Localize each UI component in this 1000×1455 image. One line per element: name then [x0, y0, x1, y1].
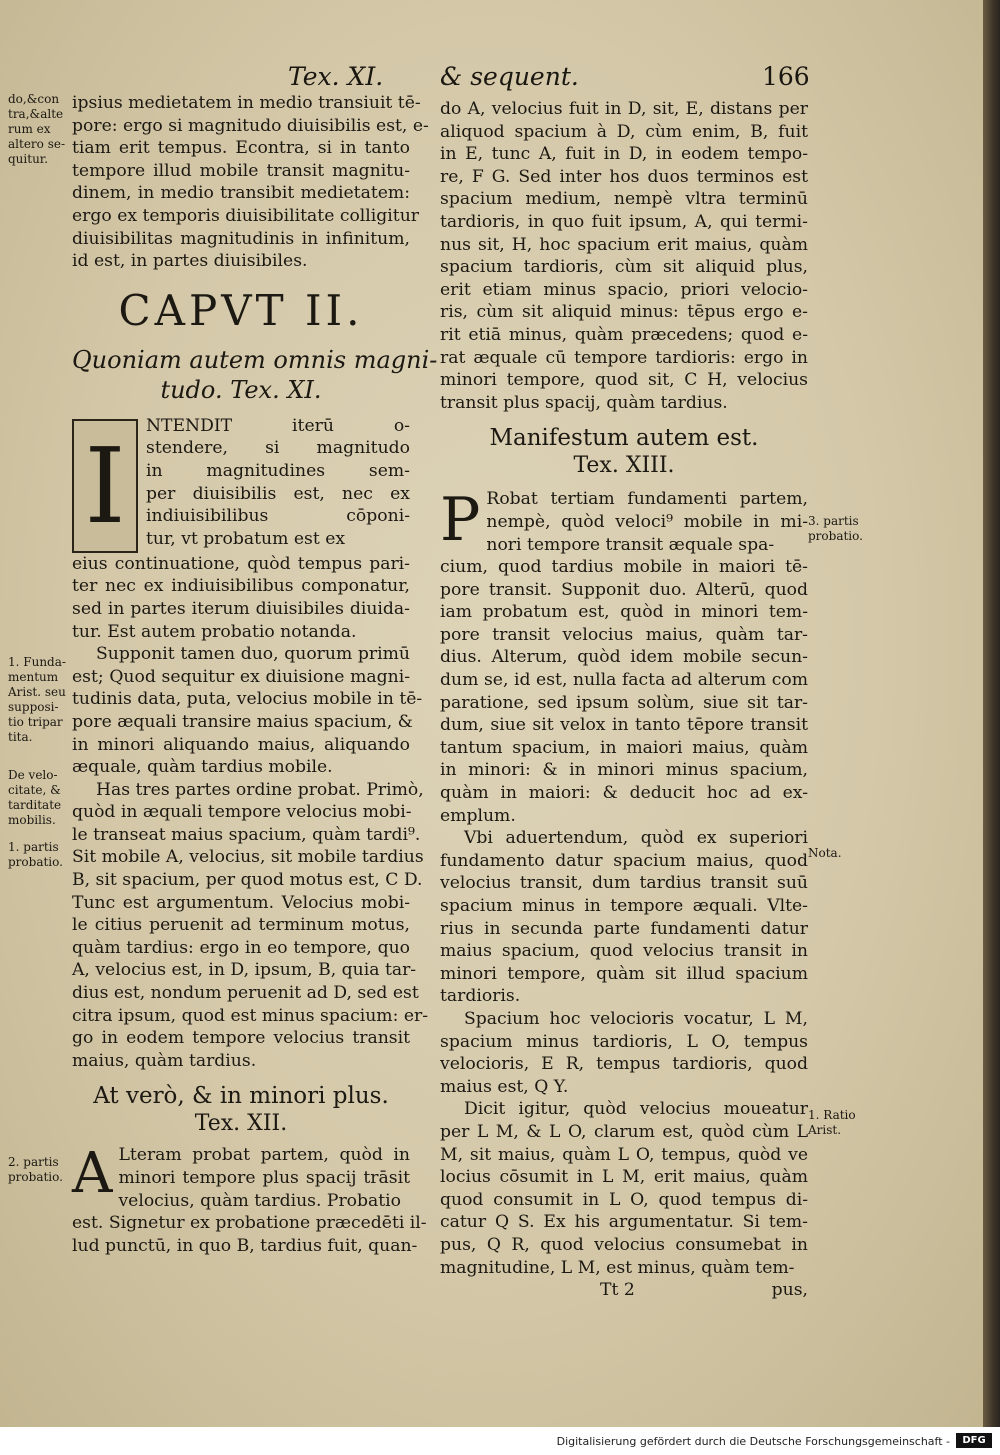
text-line: velocius transit, dum tardius transit suū	[440, 873, 808, 894]
text-line: minori tempore, quàm sit illud spacium	[440, 963, 808, 984]
margin-note-line: do,&con	[8, 92, 60, 106]
margin-note-line: 3. partis	[808, 514, 859, 528]
margin-note	[808, 1108, 888, 1138]
text-line: Vbi aduertendum, quòd ex superiori	[464, 828, 808, 849]
right-column	[440, 98, 808, 1303]
margin-note	[808, 514, 888, 544]
margin-note-line: citate, &	[8, 783, 61, 797]
text-line: tiam erit tempus. Econtra, si in tanto	[72, 138, 410, 159]
text-line: NTENDIT iterū o-	[146, 415, 410, 436]
text-line: eius continuatione, quòd tempus pari-	[72, 553, 410, 574]
text-line: spacium medium, nempè vltra terminū	[440, 189, 808, 210]
margin-note-line: probatio.	[8, 1170, 63, 1184]
text-line: locius cōsumit in L M, erit maius, quàm	[440, 1167, 808, 1188]
text-line: A, velocius est, in D, ipsum, B, quia tar-	[72, 960, 417, 981]
section-heading: At verò, & in minori plus.	[93, 1083, 389, 1110]
text-line: maius spacium, quod velocius transit in	[440, 941, 808, 962]
text-line: tantum spacium, in maiori maius, quàm	[440, 737, 808, 758]
margin-note-line: tra,&alte	[8, 107, 64, 121]
margin-note-line: tita.	[8, 730, 33, 744]
text-line: paratione, sed ipsum solùm, siue sit tar-	[440, 692, 808, 713]
catchword: pus,	[771, 1280, 808, 1301]
running-head-left: Tex. XI.	[288, 62, 384, 91]
text-line: pore: ergo si magnitudo diuisibilis est, e-	[72, 115, 429, 136]
footer-bar	[0, 1427, 1000, 1455]
text-line: le citius peruenit ad terminum motus,	[72, 915, 410, 936]
text-line: stendere, si magnitudo	[146, 438, 410, 459]
page-edge	[983, 0, 1000, 1427]
text-line: rius in secunda parte fundamenti datur	[440, 918, 808, 939]
text-line: tudinis data, puta, velocius mobile in tē-	[72, 689, 423, 710]
text-line: velocioris, E R, tempus tardioris, quod	[440, 1054, 808, 1075]
text-line: tardioris.	[440, 986, 521, 1007]
text-line: velocius, quàm tardius. Probatio	[118, 1190, 402, 1211]
text-line: aliquod spacium à D, cùm enim, B, fuit	[440, 121, 808, 142]
text-line: Spacium hoc velocioris vocatur, L M,	[464, 1008, 808, 1029]
text-line: spacium minus tardioris, L O, tempus	[440, 1031, 808, 1052]
text-line: erit etiam minus spacio, priori velocio-	[440, 279, 808, 300]
text-line: go in eodem tempore velocius transit	[72, 1028, 410, 1049]
text-line: re, F G. Sed inter hos duos terminos est	[440, 166, 808, 187]
text-line: rit etiā minus, quàm præcedens; quod e-	[440, 324, 808, 345]
text-line: rat æquale cū tempore tardioris: ergo in	[440, 347, 808, 368]
text-line: in minori: & in minori minus spacium,	[440, 760, 808, 781]
text-line: minori tempore, quod sit, C H, velocius	[440, 370, 808, 391]
text-line: maius est, Q Y.	[440, 1076, 569, 1097]
section-heading: tudo. Tex. XI.	[160, 375, 322, 404]
text-line: diuisibilitas magnitudinis in infinitum,	[72, 228, 410, 249]
text-line: nus sit, H, hoc spacium erit maius, quàm	[440, 234, 808, 255]
text-line: spacium minus in tempore æquali. Vlte-	[440, 896, 808, 916]
text-line: le transeat maius spacium, quàm tardi⁹.	[72, 824, 421, 845]
margin-note	[8, 768, 68, 828]
text-line: quòd in æquali tempore velocius mobi-	[72, 802, 412, 823]
text-line: per diuisibilis est, nec ex	[146, 483, 410, 504]
text-line: sed in partes iterum diuisibiles diuida-	[72, 598, 410, 619]
text-line: Supponit tamen duo, quorum primū	[96, 644, 410, 665]
paragraph	[72, 643, 423, 779]
text-line: dius est, nondum peruenit ad D, sed est	[72, 983, 419, 1004]
text-line: id est, in partes diuisibiles.	[72, 251, 308, 272]
margin-note-line: probatio.	[808, 529, 863, 543]
text-line: M, sit maius, quàm L O, tempus, quòd ve	[440, 1144, 808, 1165]
text-line: æquale, quàm tardius mobile.	[72, 757, 333, 778]
margin-note-line: De velo-	[8, 768, 58, 782]
text-line: nempè, quòd veloci⁹ mobile in mi-	[486, 511, 808, 532]
text-line: emplum.	[440, 805, 516, 826]
margin-note-line: 1. Ratio	[808, 1108, 856, 1122]
left-column	[72, 92, 438, 1257]
text-line: nori tempore transit æquale spa-	[486, 534, 775, 555]
paragraph	[440, 98, 808, 414]
paragraph	[72, 92, 429, 273]
text-line: catur Q S. Ex his argumentatur. Si tem-	[440, 1212, 808, 1233]
footer-credit: Digitalisierung gefördert durch die Deutsche Forschungsgemeinschaft -	[556, 1435, 950, 1448]
text-line: quàm tardius: ergo in eo tempore, quo	[72, 937, 410, 958]
margin-note	[8, 92, 68, 167]
paragraph	[72, 415, 410, 643]
section-heading: Tex. XII.	[194, 1111, 288, 1137]
margin-note-line: rum ex	[8, 122, 51, 136]
margin-note	[8, 655, 68, 745]
text-line: per L M, & L O, clarum est, quòd cùm L	[440, 1121, 808, 1142]
paragraph	[440, 1098, 808, 1279]
section-heading: Tex. XIII.	[573, 453, 675, 479]
text-line: in E, tunc A, fuit in D, in eodem tempo-	[440, 144, 808, 165]
text-line: fundamento datur spacium maius, quod	[440, 850, 808, 871]
text-line: citra ipsum, quod est minus spacium: er-	[72, 1005, 429, 1026]
text-line: in magnitudines sem-	[146, 460, 410, 481]
text-line: dum se, id est, nulla facta ad alterum com	[440, 670, 808, 691]
chapter-heading: CAPVT II.	[118, 285, 364, 335]
margin-note-line: mobilis.	[8, 813, 56, 827]
text-line: ergo ex temporis diuisibilitate colligitur	[72, 205, 419, 226]
text-line: minori tempore plus spacij trāsit	[118, 1168, 410, 1188]
margin-note-line: tio tripar	[8, 715, 63, 729]
margin-note-line: Arist. seu	[8, 685, 66, 699]
text-line: cium, quod tardius mobile in maiori tē-	[440, 557, 808, 578]
margin-note-line: tarditate	[8, 798, 62, 812]
text-line: pore æquali transire maius spacium, &	[72, 711, 413, 732]
paragraph	[72, 1141, 427, 1257]
text-line: spacium tardioris, cùm sit aliquid plus,	[440, 257, 808, 278]
text-line: transit plus spacij, quàm tardius.	[440, 392, 728, 413]
text-line: pore transit velocius maius, quàm tar-	[440, 624, 808, 645]
decorated-initial: I	[72, 419, 138, 553]
section-heading: Manifestum autem est.	[489, 425, 759, 452]
paragraph	[72, 779, 429, 1073]
margin-note-line: 1. partis	[8, 840, 59, 854]
text-line: do A, velocius fuit in D, sit, E, distans per	[440, 99, 808, 119]
initial-letter: A	[72, 1141, 113, 1207]
text-line: pus, Q R, quod velocius consumebat in	[440, 1234, 808, 1255]
dfg-logo: DFG	[956, 1433, 992, 1448]
text-line: magnitudine, L M, est minus, quàm tem-	[440, 1257, 795, 1278]
text-line: dinem, in medio transibit medietatem:	[72, 183, 410, 204]
text-line: B, sit spacium, per quod motus est, C D.	[72, 870, 423, 891]
page-number: 166	[762, 62, 810, 91]
text-line: Lteram probat partem, quòd in	[118, 1145, 410, 1166]
text-line: est. Signetur ex probatione præcedēti il-	[72, 1213, 427, 1234]
text-line: tempore illud mobile transit magnitu-	[72, 160, 410, 181]
paragraph	[440, 485, 808, 827]
section-heading: Quoniam autem omnis magni-	[72, 345, 438, 374]
margin-note-line: supposi-	[8, 700, 59, 714]
text-line: maius, quàm tardius.	[72, 1050, 257, 1071]
text-line: quod consumit in L O, quod tempus di-	[440, 1189, 808, 1210]
text-line: pore transit. Supponit duo. Alterū, quod	[440, 579, 808, 600]
margin-note-line: 1. Funda-	[8, 655, 66, 669]
text-line: tur. Est autem probatio notanda.	[72, 621, 357, 642]
text-line: indiuisibilibus cōponi-	[146, 506, 410, 527]
text-line: dius. Alterum, quòd idem mobile secun-	[440, 647, 808, 668]
margin-note	[8, 840, 68, 870]
margin-note-line: mentum	[8, 670, 59, 684]
text-line: iam probatum est, quòd in minori tem-	[440, 602, 808, 623]
margin-note-line: 2. partis	[8, 1155, 59, 1169]
paragraph	[440, 827, 808, 1008]
text-line: tardioris, in quo fuit ipsum, A, qui termi-	[440, 211, 808, 232]
running-head-middle: & sequent.	[440, 62, 579, 91]
text-line: quàm in maiori: & deducit hoc ad ex-	[440, 783, 808, 804]
text-line: Dicit igitur, quòd velocius moueatur	[464, 1099, 808, 1120]
text-line: tur, vt probatum est ex	[146, 528, 346, 549]
margin-note-line: Arist.	[808, 1123, 842, 1137]
text-line: Has tres partes ordine probat. Primò,	[96, 779, 424, 800]
margin-note-line: Nota.	[808, 846, 842, 860]
signature-mark: Tt 2	[600, 1280, 635, 1301]
text-line: dum, siue sit velox in tanto tēpore transit	[440, 715, 808, 736]
text-line: in minori aliquando maius, aliquando	[72, 734, 410, 755]
text-line: ipsius medietatem in medio transiuit tē-	[72, 93, 421, 113]
margin-note	[8, 1155, 68, 1185]
text-line: ris, cùm sit aliquid minus: tēpus ergo e-	[440, 302, 808, 323]
text-line: est; Quod sequitur ex diuisione magni-	[72, 666, 410, 687]
text-line: Robat tertiam fundamenti partem,	[486, 489, 808, 510]
margin-note-line: quitur.	[8, 152, 49, 166]
margin-note-line: probatio.	[8, 855, 63, 869]
margin-note-line: altero se-	[8, 137, 66, 151]
text-line: ter nec ex indiuisibilibus componatur,	[72, 576, 410, 597]
text-line: lud punctū, in quo B, tardius fuit, quan-	[72, 1235, 418, 1256]
margin-note	[808, 846, 888, 861]
text-line: Sit mobile A, velocius, sit mobile tardius	[72, 847, 424, 868]
initial-letter: P	[440, 485, 481, 556]
paragraph	[440, 1008, 808, 1098]
text-line: Tunc est argumentum. Velocius mobi-	[72, 892, 410, 913]
